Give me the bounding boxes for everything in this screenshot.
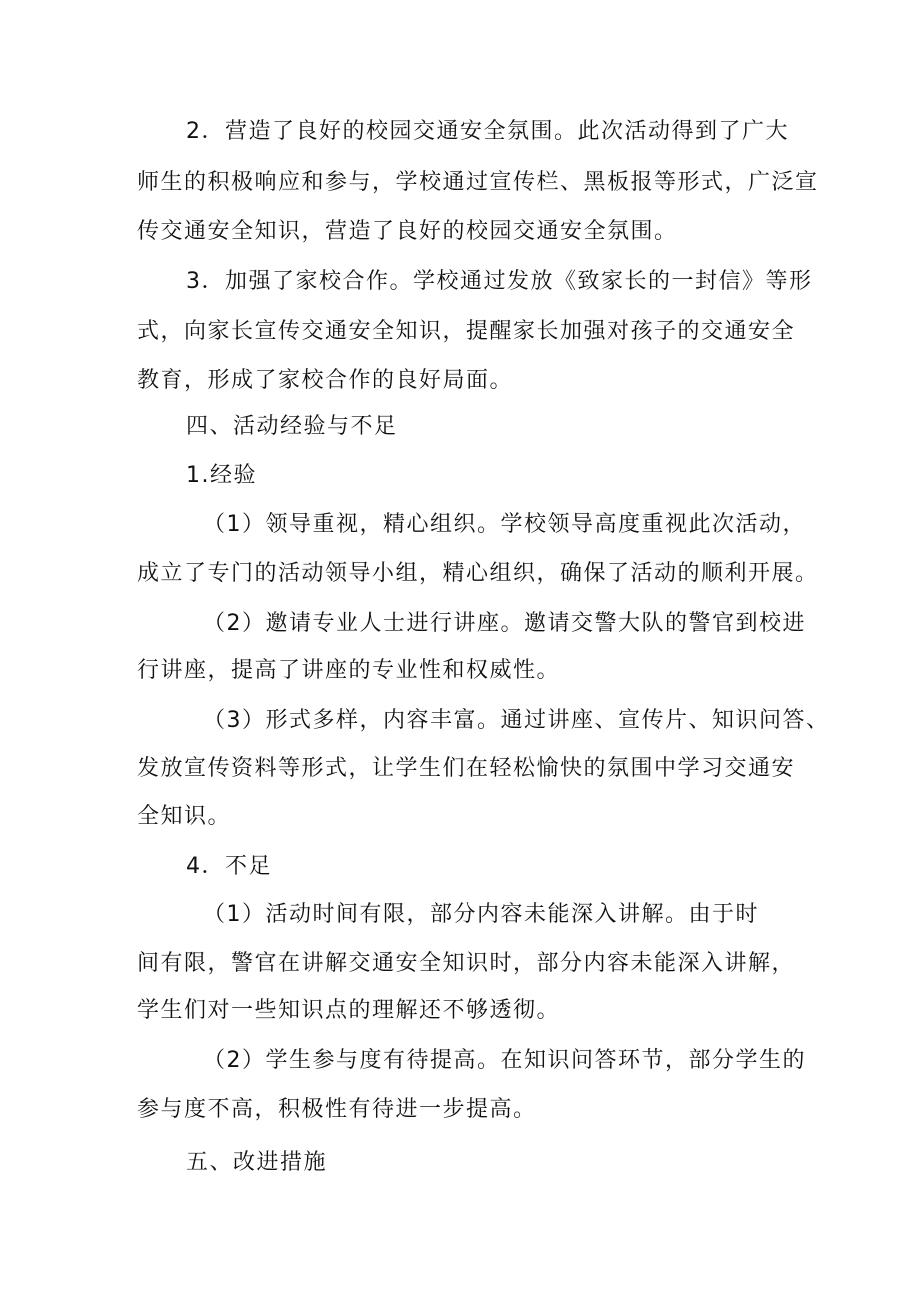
experience-2-line-2: 行讲座，提高了讲座的专业性和权威性。 xyxy=(137,658,561,683)
section-heading-4: 四、活动经验与不足 xyxy=(186,414,398,439)
experience-3-line-3: 全知识。 xyxy=(137,804,232,829)
paragraph-2-line-1: 2．营造了良好的校园交通安全氛围。此次活动得到了广大 xyxy=(186,119,789,144)
paragraph-3-line-1: 3．加强了家校合作。学校通过发放《致家长的一封信》等形 xyxy=(186,269,813,294)
experience-3-line-1: （3）形式多样，内容丰富。通过讲座、宣传片、知识问答、 xyxy=(203,708,830,733)
experience-1-line-1: （1）领导重视，精心组织。学校领导高度重视此次活动， xyxy=(203,512,806,537)
experience-3-line-2: 发放宣传资料等形式，让学生们在轻松愉快的氛围中学习交通安 xyxy=(137,756,796,781)
shortcoming-1-line-3: 学生们对一些知识点的理解还不够透彻。 xyxy=(137,998,561,1023)
paragraph-2-line-3: 传交通安全知识，营造了良好的校园交通安全氛围。 xyxy=(137,219,678,244)
experience-2-line-1: （2）邀请专业人士进行讲座。邀请交警大队的警官到校进 xyxy=(203,611,806,636)
shortcoming-2-line-2: 参与度不高，积极性有待进一步提高。 xyxy=(137,1097,537,1122)
section-heading-5: 五、改进措施 xyxy=(186,1150,328,1175)
shortcoming-1-line-2: 间有限，警官在讲解交通安全知识时，部分内容未能深入讲解， xyxy=(137,951,796,976)
paragraph-2-line-2: 师生的积极响应和参与，学校通过宣传栏、黑板报等形式，广泛宣 xyxy=(137,170,819,195)
shortcoming-2-line-1: （2）学生参与度有待提高。在知识问答环节，部分学生的 xyxy=(203,1048,806,1073)
shortcoming-1-line-1: （1）活动时间有限，部分内容未能深入讲解。由于时 xyxy=(203,902,759,927)
experience-1-line-2: 成立了专门的活动领导小组，精心组织，确保了活动的顺利开展。 xyxy=(137,561,819,586)
subheading-experience: 1.经验 xyxy=(186,463,257,488)
paragraph-3-line-3: 教育，形成了家校合作的良好局面。 xyxy=(137,368,514,393)
subheading-shortcomings: 4．不足 xyxy=(186,854,272,879)
paragraph-3-line-2: 式，向家长宣传交通安全知识，提醒家长加强对孩子的交通安全 xyxy=(137,319,796,344)
